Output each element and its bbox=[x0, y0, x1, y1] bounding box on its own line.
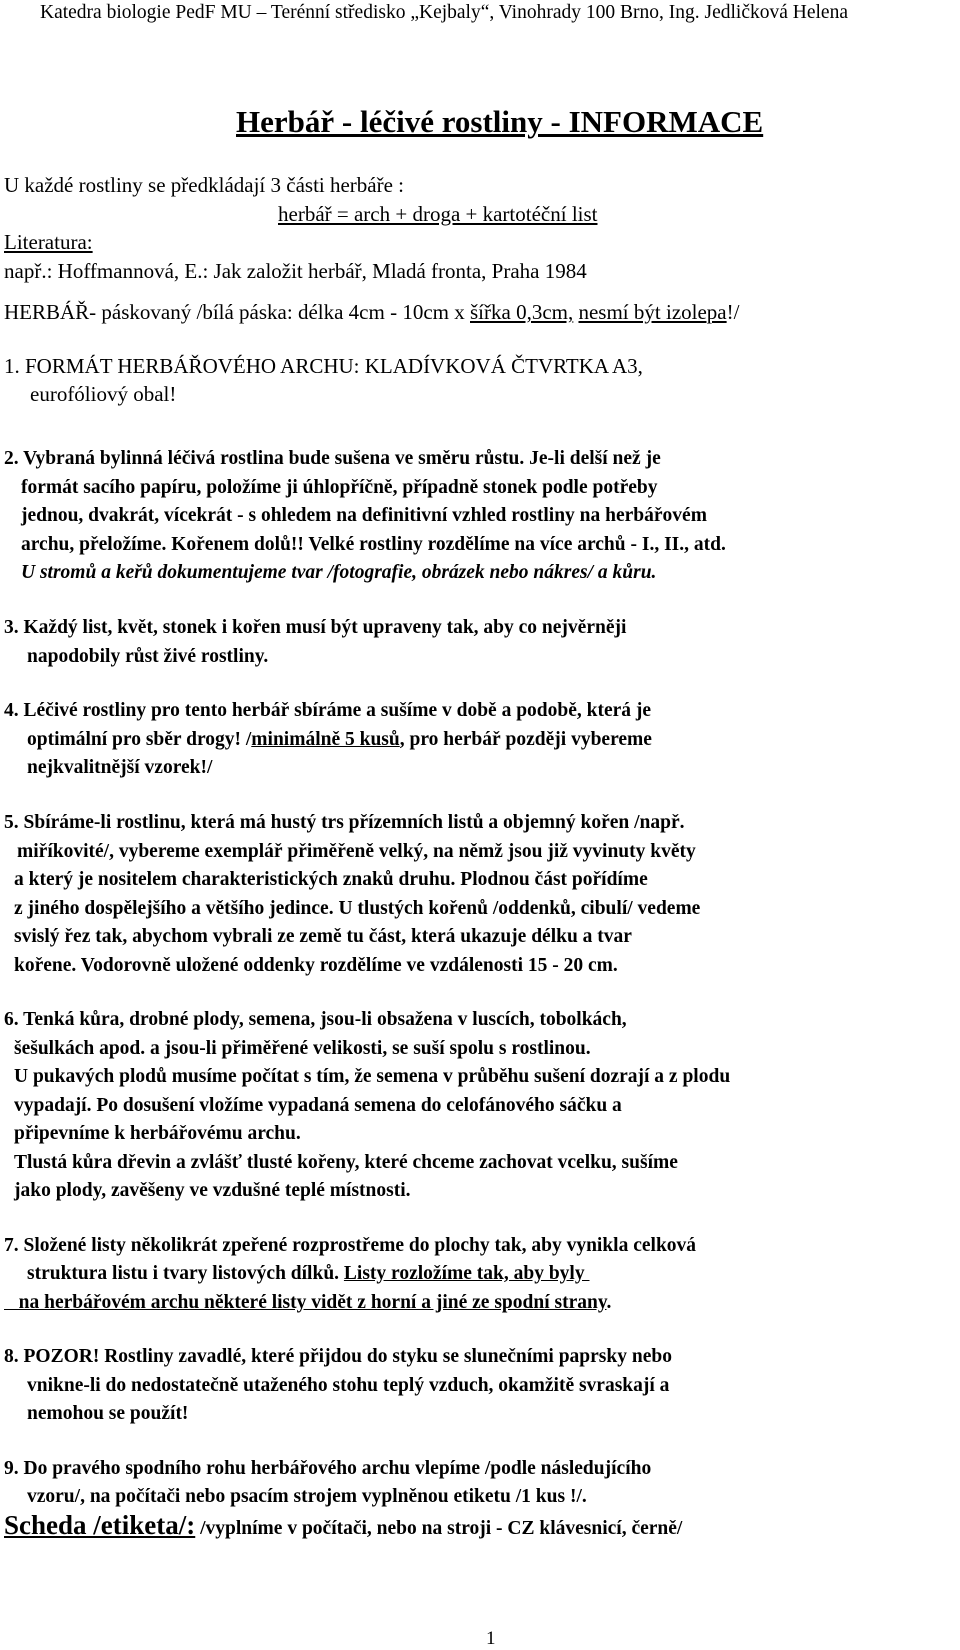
section-7-underlined-2: na herbářovém archu některé listy vidět z horní a jiné ze spodní strany bbox=[4, 1292, 607, 1313]
section-5-line-3: a který je nositelem charakteristických znaků druhu. Plodnou část pořídíme bbox=[14, 869, 648, 890]
tape-end: !/ bbox=[726, 300, 740, 324]
section-7-line-3 bbox=[4, 1292, 611, 1314]
section-8-line-3: nemohou se použít! bbox=[27, 1403, 189, 1424]
section-2-line-1: 2. Vybraná bylinná léčivá rostlina bude sušena ve směru růstu. Je-li delší než je bbox=[4, 448, 661, 469]
section-6-line-1: 6. Tenká kůra, drobné plody, semena, jsou-li obsažena v luscích, tobolkách, bbox=[4, 1009, 627, 1030]
section-6-line-2: šešulkách apod. a jsou-li přiměřené velikosti, se suší spolu s rostlinou. bbox=[14, 1038, 591, 1059]
section-5-line-6: kořene. Vodorovně uložené oddenky rozdělíme ve vzdálenosti 15 - 20 cm. bbox=[14, 955, 618, 976]
section-3-line-2: napodobily růst živé rostliny. bbox=[27, 646, 269, 667]
literature-label: Literatura: bbox=[4, 230, 93, 254]
section-7-underlined: Listy rozložíme tak, aby byly bbox=[343, 1263, 590, 1284]
page-title: Herbář - léčivé rostliny - INFORMACE bbox=[236, 104, 764, 139]
tape-instruction bbox=[4, 300, 739, 325]
scheda-line bbox=[4, 1510, 682, 1541]
section-2-line-4: archu, přeložíme. Kořenem dolů!! Velké rostliny rozdělíme na více archů - I., II., atd. bbox=[21, 534, 726, 555]
section-5-line-2: miříkovité/, vybereme exemplář přiměřeně velký, na němž jsou již vyvinuty květy bbox=[17, 841, 696, 862]
section-1-line-1: 1. FORMÁT HERBÁŘOVÉHO ARCHU: KLADÍVKOVÁ ČTVRTKA A3, bbox=[4, 354, 643, 378]
intro-line: U každé rostliny se předkládají 3 části herbáře : bbox=[4, 173, 405, 197]
tape-warning: nesmí být izolepa bbox=[578, 300, 727, 324]
section-7-text: struktura listu i tvary listových dílků. bbox=[27, 1263, 344, 1284]
section-4-line-1: 4. Léčivé rostliny pro tento herbář sbíráme a sušíme v době a podobě, která je bbox=[4, 700, 652, 721]
section-4-line-2 bbox=[27, 729, 652, 751]
scheda-text: /vyplníme v počítači, nebo na stroji - CZ klávesnicí, černě/ bbox=[195, 1518, 683, 1539]
section-5-line-4: z jiného dospělejšího a většího jedince. U tlustých kořenů /oddenků, cibulí/ vedeme bbox=[14, 898, 701, 919]
section-6-line-6: Tlustá kůra dřevin a zvlášť tlusté kořeny, které chceme zachovat vcelku, sušíme bbox=[14, 1152, 678, 1173]
section-8-line-1: 8. POZOR! Rostliny zavadlé, které přijdou do styku se slunečními paprsky nebo bbox=[4, 1346, 672, 1367]
section-9-line-1: 9. Do pravého spodního rohu herbářového archu vlepíme /podle následujícího bbox=[4, 1458, 652, 1479]
minimum-count: minimálně 5 kusů bbox=[251, 729, 400, 750]
section-4-text-end: , pro herbář později vybereme bbox=[399, 729, 652, 750]
section-4-line-3: nejkvalitnější vzorek!/ bbox=[27, 757, 213, 778]
section-7-line-2 bbox=[27, 1263, 589, 1285]
section-5-line-5: svislý řez tak, abychom vybrali ze země tu část, která ukazuje délku a tvar bbox=[14, 926, 632, 947]
tape-width: šířka 0,3cm, bbox=[470, 300, 574, 324]
section-6-line-5: připevníme k herbářovému archu. bbox=[14, 1123, 301, 1144]
page-number: 1 bbox=[486, 1628, 496, 1649]
section-5-line-1: 5. Sbíráme-li rostlinu, která má hustý trs přízemních listů a objemný kořen /např. bbox=[4, 812, 685, 833]
section-9-line-2: vzoru/, na počítači nebo psacím strojem vyplněnou etiketu /1 kus !/. bbox=[27, 1486, 587, 1507]
literature-reference: např.: Hoffmannová, E.: Jak založit herbář, Mladá fronta, Praha 1984 bbox=[4, 259, 587, 283]
section-8-line-2: vnikne-li do nedostatečně utaženého stohu teplý vzduch, okamžitě svraskají a bbox=[27, 1375, 670, 1396]
tape-text: HERBÁŘ- páskovaný /bílá páska: délka 4cm - 10cm x bbox=[4, 300, 470, 324]
section-7-period: . bbox=[606, 1292, 612, 1313]
section-4-text: optimální pro sběr drogy! / bbox=[27, 729, 252, 750]
section-2-line-5: U stromů a keřů dokumentujeme tvar /fotografie, obrázek nebo nákres/ a kůru. bbox=[21, 562, 657, 583]
section-2-line-2: formát sacího papíru, položíme ji úhlopříčně, případně stonek podle potřeby bbox=[21, 477, 658, 498]
section-7-line-1: 7. Složené listy několikrát zpeřené rozprostřeme do plochy tak, aby vynikla celková bbox=[4, 1235, 697, 1256]
scheda-label: Scheda /etiketa/: bbox=[4, 1510, 196, 1540]
section-6-line-4: vypadají. Po dosušení vložíme vypadaná semena do celofánového sáčku a bbox=[14, 1095, 622, 1116]
herbarium-formula: herbář = arch + droga + kartotéční list bbox=[278, 202, 598, 226]
section-6-line-3: U pukavých plodů musíme počítat s tím, že semena v průběhu sušení dozrají a z plodu bbox=[14, 1066, 731, 1087]
section-2-line-3: jednou, dvakrát, vícekrát - s ohledem na definitivní vzhled rostliny na herbářovém bbox=[21, 505, 707, 526]
section-6-line-7: jako plody, zavěšeny ve vzdušné teplé místnosti. bbox=[14, 1180, 411, 1201]
section-3-line-1: 3. Každý list, květ, stonek i kořen musí být upraveny tak, aby co nejvěrněji bbox=[4, 617, 627, 638]
section-1-line-2: eurofóliový obal! bbox=[30, 382, 177, 406]
page-header: Katedra biologie PedF MU – Terénní středisko „Kejbaly“, Vinohrady 100 Brno, Ing. Jedličková Helena bbox=[40, 2, 848, 23]
